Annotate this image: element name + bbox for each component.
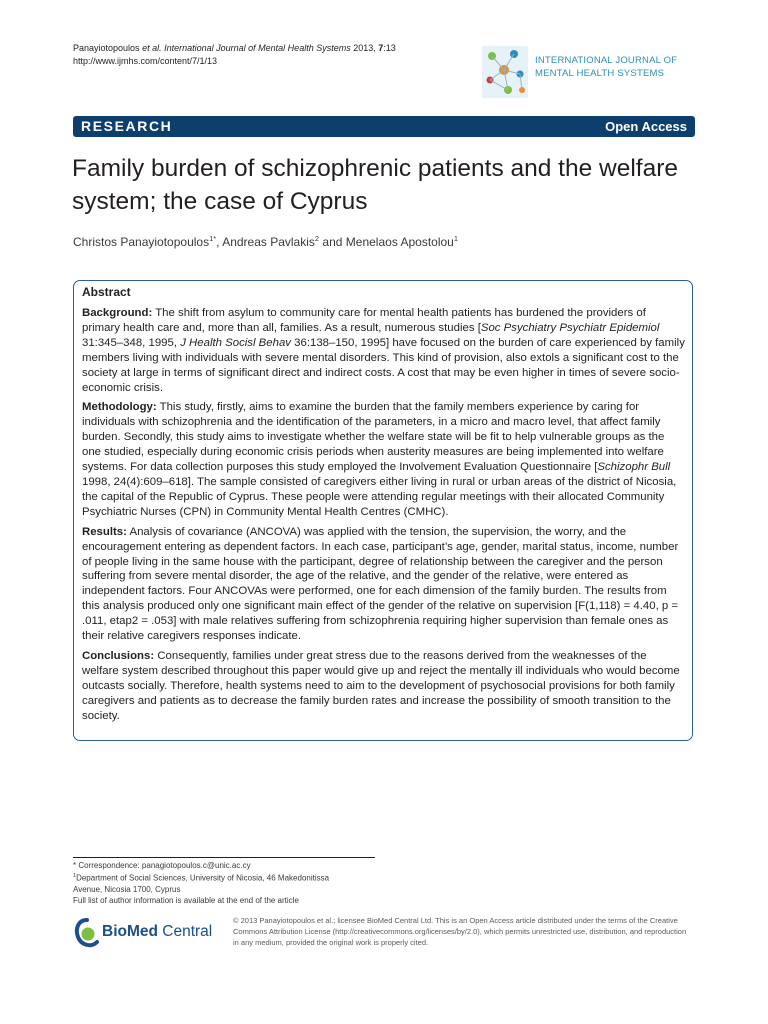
citation-etal: et al. <box>142 43 162 53</box>
citation-url[interactable]: http://www.ijmhs.com/content/7/1/13 <box>73 56 218 66</box>
abstract-background <box>82 306 686 395</box>
background-text: 36:138–150, 1995] have focused on the burden of care experienced by family members living with individuals with severe mental disorders. This kind of provision, also extols a significant cost to the society at large in terms of significant direct and indirect costs. A cost that may be even higher in times of severe socio-economic crisis. <box>82 336 685 394</box>
journal-name-line2: MENTAL HEALTH SYSTEMS <box>535 68 665 79</box>
results-text: Analysis of covariance (ANCOVA) was applied with the tension, the supervision, the worry, and the encouragement entering as dependent factors. In each case, participant’s age, gender, marital status, income, number of people living in the same house with the participant, degree of relationship between the caregiver and the person suffering from severe mental disorder, the age of the relative, and the gender of the relative, were entered as independent factors. Four ANCOVAs were performed, one for each dimension of the family burden. The results from this analysis produced only one significant main effect of the gender of the relative on supervision [F(1,118) = 4.40, p = .011, etap2 = .053] with male relatives suffering from schizophrenia requiring higher supervision than female ones as their relative caregivers responses indicate. <box>82 525 679 643</box>
abstract-conclusions <box>82 649 686 724</box>
author-affiliation-mark: 1 <box>453 234 459 243</box>
author-conjunction: and <box>319 235 346 249</box>
background-text: 31:345–348, 1995, <box>82 336 181 349</box>
methodology-citation: Schizophr Bull <box>597 461 671 474</box>
citation-line <box>73 42 396 55</box>
footnotes <box>73 860 393 906</box>
results-label: Results: <box>82 525 127 538</box>
methodology-text: 1998, 24(4):609–618]. The sample consisted of caregivers either living in rural or urban areas of the district of Nicosia, the capital of the Republic of Cyprus. These people were attending regular meetings with their allocated Community Psychiatric Nurses (CPN) in Community Mental Health Centres (CMHC). <box>82 475 677 518</box>
background-citation: J Health Socisl Behav <box>180 336 291 349</box>
journal-logo <box>482 44 702 102</box>
citation-volume: 7 <box>378 43 384 53</box>
background-citation: Soc Psychiatry Psychiatr Epidemiol <box>480 321 660 334</box>
journal-name <box>535 54 677 80</box>
conclusions-text: Consequently, families under great stress due to the reasons derived from the weaknesses of the welfare system described throughout this paper would give up and reject the mentally ill individuals who would become outcasts socially. Therefore, health systems need to aim to the development of psychosocial provisions for both family caregivers and patients as to decrease the family burden rates and increase the possibility of smooth transition to the society. <box>82 649 680 722</box>
citation-article: :13 <box>383 43 396 53</box>
citation-header <box>73 42 396 68</box>
biomed-central-logo <box>73 917 223 951</box>
citation-authors: Panayiotopoulos <box>73 43 140 53</box>
author-name: Christos Panayiotopoulos <box>73 235 210 249</box>
correspondence-note: * Correspondence: panagiotopoulos.c@unic.ac.cy <box>73 861 251 870</box>
abstract-body <box>82 306 686 728</box>
article-type-banner <box>73 116 695 137</box>
abstract-heading: Abstract <box>82 285 131 299</box>
affiliation-line2: Avenue, Nicosia 1700, Cyprus <box>73 884 181 894</box>
license-statement: © 2013 Panayiotopoulos et al.; licensee BioMed Central Ltd. This is an Open Access article distributed under the terms of the Creative Commons Attribution License (http://creativecommons.org/licenses/by/2.0), which permits unrestricted use, distribution, and reproduction in any medium, provided the original work is properly cited. <box>233 916 687 947</box>
biomed-central-swirl-icon <box>73 917 101 951</box>
abstract-results <box>82 525 686 644</box>
biomed-central-wordmark <box>102 923 212 941</box>
affiliation-mark: 1 <box>73 873 77 879</box>
journal-name-line1: INTERNATIONAL JOURNAL OF <box>535 55 678 66</box>
background-label: Background: <box>82 307 153 319</box>
author-info-note: Full list of author information is available at the end of the article <box>73 895 299 905</box>
author-separator: , <box>216 235 223 249</box>
abstract-methodology <box>82 400 686 519</box>
footnote-divider <box>73 857 375 858</box>
affiliation-line1: Department of Social Sciences, University of Nicosia, 46 Makedonitissa <box>76 873 330 883</box>
journal-network-icon <box>482 44 530 102</box>
open-access-label: Open Access <box>605 119 687 134</box>
biomed-wordmark-rest: Central <box>157 923 213 940</box>
author-name: Andreas Pavlakis <box>222 235 315 249</box>
abstract-box <box>73 280 693 741</box>
conclusions-label: Conclusions: <box>82 649 155 662</box>
author-affiliation-mark: 2 <box>314 234 320 243</box>
background-text: The shift from asylum to community care for mental health patients has burdened the providers of primary health care and, more than all, families. As a result, numerous studies [ <box>82 307 646 334</box>
methodology-text: This study, firstly, aims to examine the burden that the family members experience by caring for individuals with schizophrenia and the identification of the parameters, in a micro and macro level, that affect family burden. Secondly, this study aims to investigate whether the welfare state will be fit to help vulnerable groups as the one studied, especially during economic crisis periods when austerity measures are being implemented into welfare systems. For data collection purposes this study employed the Involvement Evaluation Questionnaire [ <box>82 401 665 474</box>
methodology-label: Methodology: <box>82 401 157 414</box>
author-affiliation-mark: 1* <box>209 234 217 243</box>
author-name: Menelaos Apostolou <box>345 235 454 249</box>
biomed-wordmark-bold: BioMed <box>102 923 158 940</box>
article-title: Family burden of schizophrenic patients and the welfare system; the case of Cyprus <box>72 155 679 215</box>
citation-journal: International Journal of Mental Health Systems <box>164 43 351 53</box>
article-type-label: RESEARCH <box>81 118 173 134</box>
author-list <box>73 234 458 249</box>
citation-year: 2013, <box>353 43 376 53</box>
affiliation-note <box>73 871 393 884</box>
